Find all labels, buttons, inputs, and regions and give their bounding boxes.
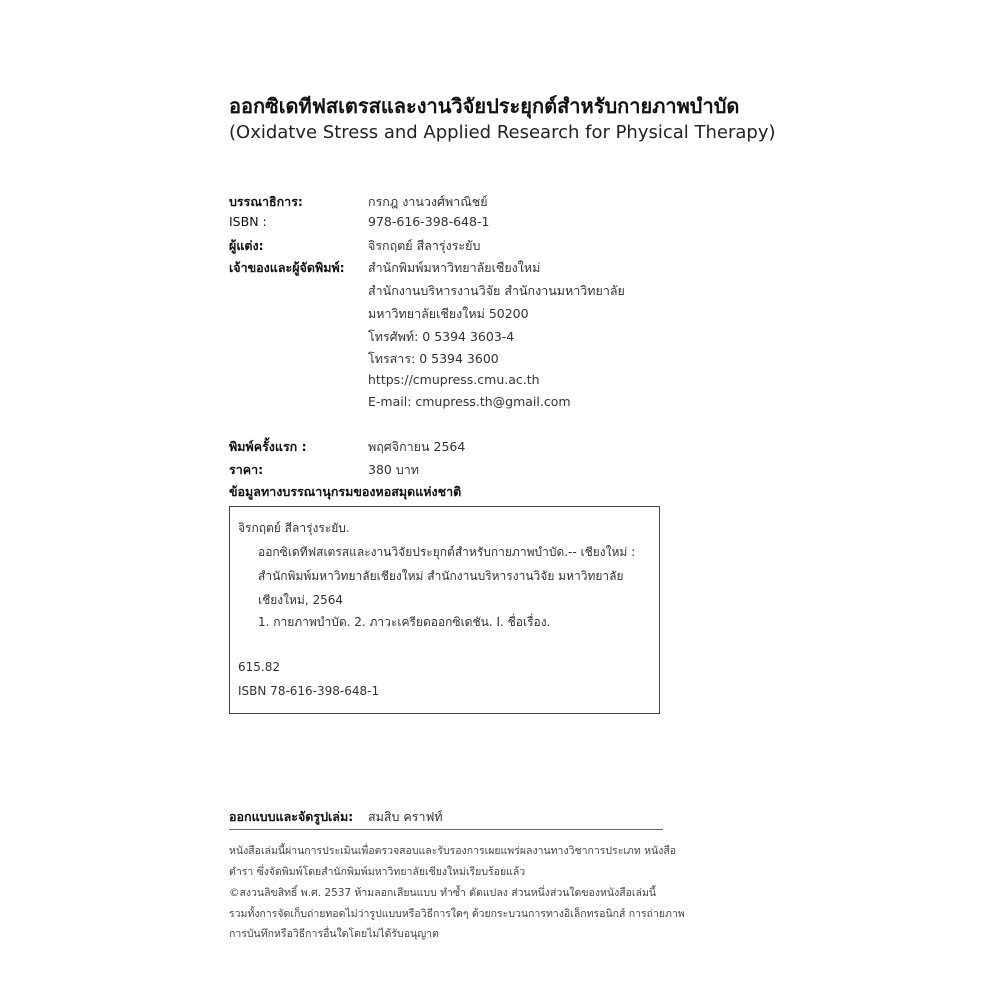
catalog-subjects: 1. กายภาพบำบัด. 2. ภาวะเครียดออกซิเดชัน. I. ชื่อเรื่อง. <box>258 615 551 629</box>
design-value: สมสิบ คราฟท์ <box>368 809 443 824</box>
publisher-line: สำนักพิมพ์มหาวิทยาลัยเชียงใหม่ <box>368 260 541 275</box>
catalog-class-number: 615.82 <box>238 660 280 674</box>
publisher-phone: โทรศัพท์: 0 5394 3603-4 <box>368 329 515 344</box>
catalog-line: ออกซิเดทีฟสเตรสและงานวิจัยประยุกต์สำหรับกายภาพบำบัด.-- เชียงใหม่ : <box>258 545 636 559</box>
book-title-english: (Oxidatve Stress and Applied Research for Physical Therapy) <box>229 122 776 143</box>
author-label: ผู้แต่ง: <box>229 238 264 253</box>
editor-label: บรรณาธิการ: <box>229 194 303 209</box>
cataloging-heading: ข้อมูลทางบรรณานุกรมของหอสมุดแห่งชาติ <box>229 484 462 499</box>
copyright-line: ©สงวนลิขสิทธิ์ พ.ศ. 2537 ห้ามลอกเลียนแบบ ทำซ้ำ ดัดแปลง ส่วนหนึ่งส่วนใดของหนังสือเล่มนี้ <box>229 887 657 899</box>
publisher-label: เจ้าของและผู้จัดพิมพ์: <box>229 260 345 275</box>
design-credit <box>229 807 443 827</box>
design-label: ออกแบบและจัดรูปเล่ม: <box>229 809 354 824</box>
catalog-isbn: ISBN 78-616-398-648-1 <box>238 684 380 698</box>
catalog-line: เชียงใหม่, 2564 <box>258 593 343 607</box>
note-line: หนังสือเล่มนี้ผ่านการประเมินเพื่อตรวจสอบและรับรองการเผยแพร่ผลงานทางวิชาการประเภท หนังสือ <box>229 845 677 857</box>
price-label: ราคา: <box>229 462 264 477</box>
price-value: 380 บาท <box>368 462 420 477</box>
book-title-thai: ออกซิเดทีฟสเตรสและงานวิจัยประยุกต์สำหรับกายภาพบำบัด <box>229 94 740 118</box>
divider <box>229 829 663 830</box>
catalog-line: สำนักพิมพ์มหาวิทยาลัยเชียงใหม่ สำนักงานบริหารงานวิจัย มหาวิทยาลัย <box>258 569 624 583</box>
publisher-fax: โทรสาร: 0 5394 3600 <box>368 351 499 366</box>
publisher-email: E-mail: cmupress.th@gmail.com <box>368 394 571 409</box>
catalog-author: จิรกฤตย์ สีลารุ่งระยับ. <box>238 521 350 535</box>
isbn-value: 978-616-398-648-1 <box>368 214 490 229</box>
author-value: จิรกฤตย์ สีลารุ่งระยับ <box>368 238 481 253</box>
copyright-line: รวมทั้งการจัดเก็บถ่ายทอดไม่ว่ารูปแบบหรือวิธีการใดๆ ด้วยกระบวนการทางอิเล็กทรอนิกส์ การถ่ายภาพ <box>229 908 685 920</box>
first-print-label: พิมพ์ครั้งแรก : <box>229 439 307 454</box>
cataloging-box <box>229 506 660 714</box>
copyright-line: การบันทึกหรือวิธีการอื่นใดโดยไม่ได้รับอนุญาต <box>229 928 439 940</box>
first-print-value: พฤศจิกายน 2564 <box>368 439 466 454</box>
note-line: ตำรา ซึ่งจัดพิมพ์โดยสำนักพิมพ์มหาวิทยาลัยเชียงใหม่เรียบร้อยแล้ว <box>229 866 526 878</box>
publisher-website: https://cmupress.cmu.ac.th <box>368 372 540 387</box>
publisher-line: สำนักงานบริหารงานวิจัย สำนักงานมหาวิทยาลัย <box>368 283 625 298</box>
editor-value: กรกฎ งานวงศ์พาณิชย์ <box>368 194 488 209</box>
isbn-label: ISBN : <box>229 214 267 229</box>
publisher-line: มหาวิทยาลัยเชียงใหม่ 50200 <box>368 306 529 321</box>
